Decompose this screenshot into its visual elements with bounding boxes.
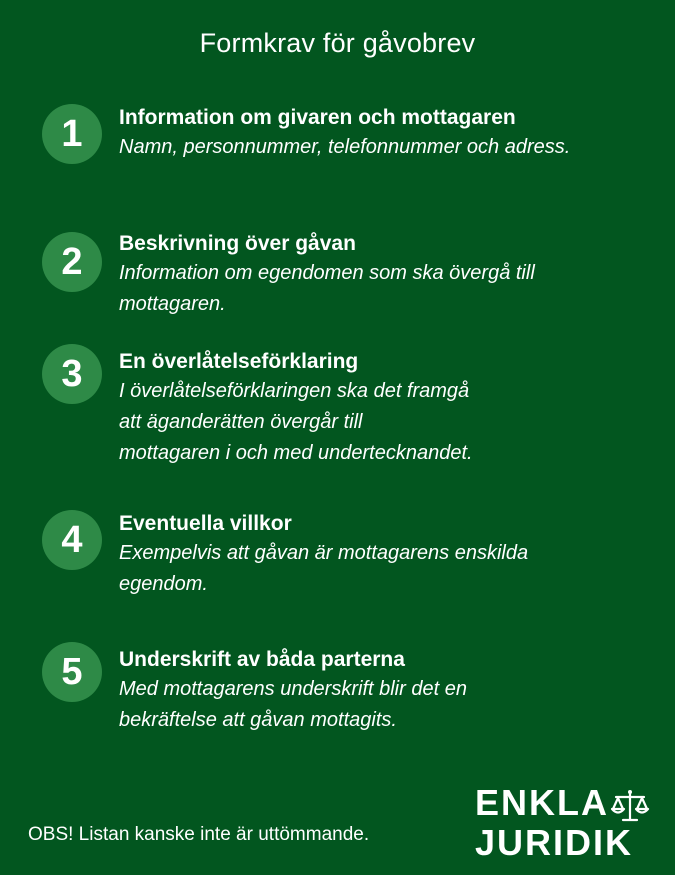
scales-icon (610, 789, 650, 823)
number-badge: 4 (42, 510, 102, 570)
logo-line-1: ENKLA (475, 782, 609, 823)
item-description: Information om egendomen som ska övergå till mottagaren. (119, 262, 535, 315)
item-description: I överlåtelseförklaringen ska det framgå att äganderätten övergår till mottagaren i och med undertecknandet. (119, 380, 473, 464)
number-badge: 5 (42, 642, 102, 702)
item-description: Med mottagarens underskrift blir det en bekräftelse att gåvan mottagits. (119, 678, 467, 731)
logo-line-2: JURIDIK (475, 822, 634, 863)
brand-logo (475, 782, 655, 865)
item-description: Exempelvis att gåvan är mottagarens enskilda egendom. (119, 542, 529, 595)
disclaimer-note: OBS! Listan kanske inte är uttömmande. (28, 824, 370, 845)
number-badge: 1 (42, 104, 102, 164)
item-heading: Eventuella villkor (119, 512, 292, 535)
number-badge: 3 (42, 344, 102, 404)
item-description: Namn, personnummer, telefonnummer och adress. (119, 136, 571, 158)
item-heading: Beskrivning över gåvan (119, 232, 356, 255)
number-badge: 2 (42, 232, 102, 292)
item-heading: Information om givaren och mottagaren (119, 106, 516, 129)
page-title: Formkrav för gåvobrev (199, 28, 476, 58)
item-heading: En överlåtelseförklaring (119, 350, 359, 373)
item-heading: Underskrift av båda parterna (119, 648, 405, 671)
